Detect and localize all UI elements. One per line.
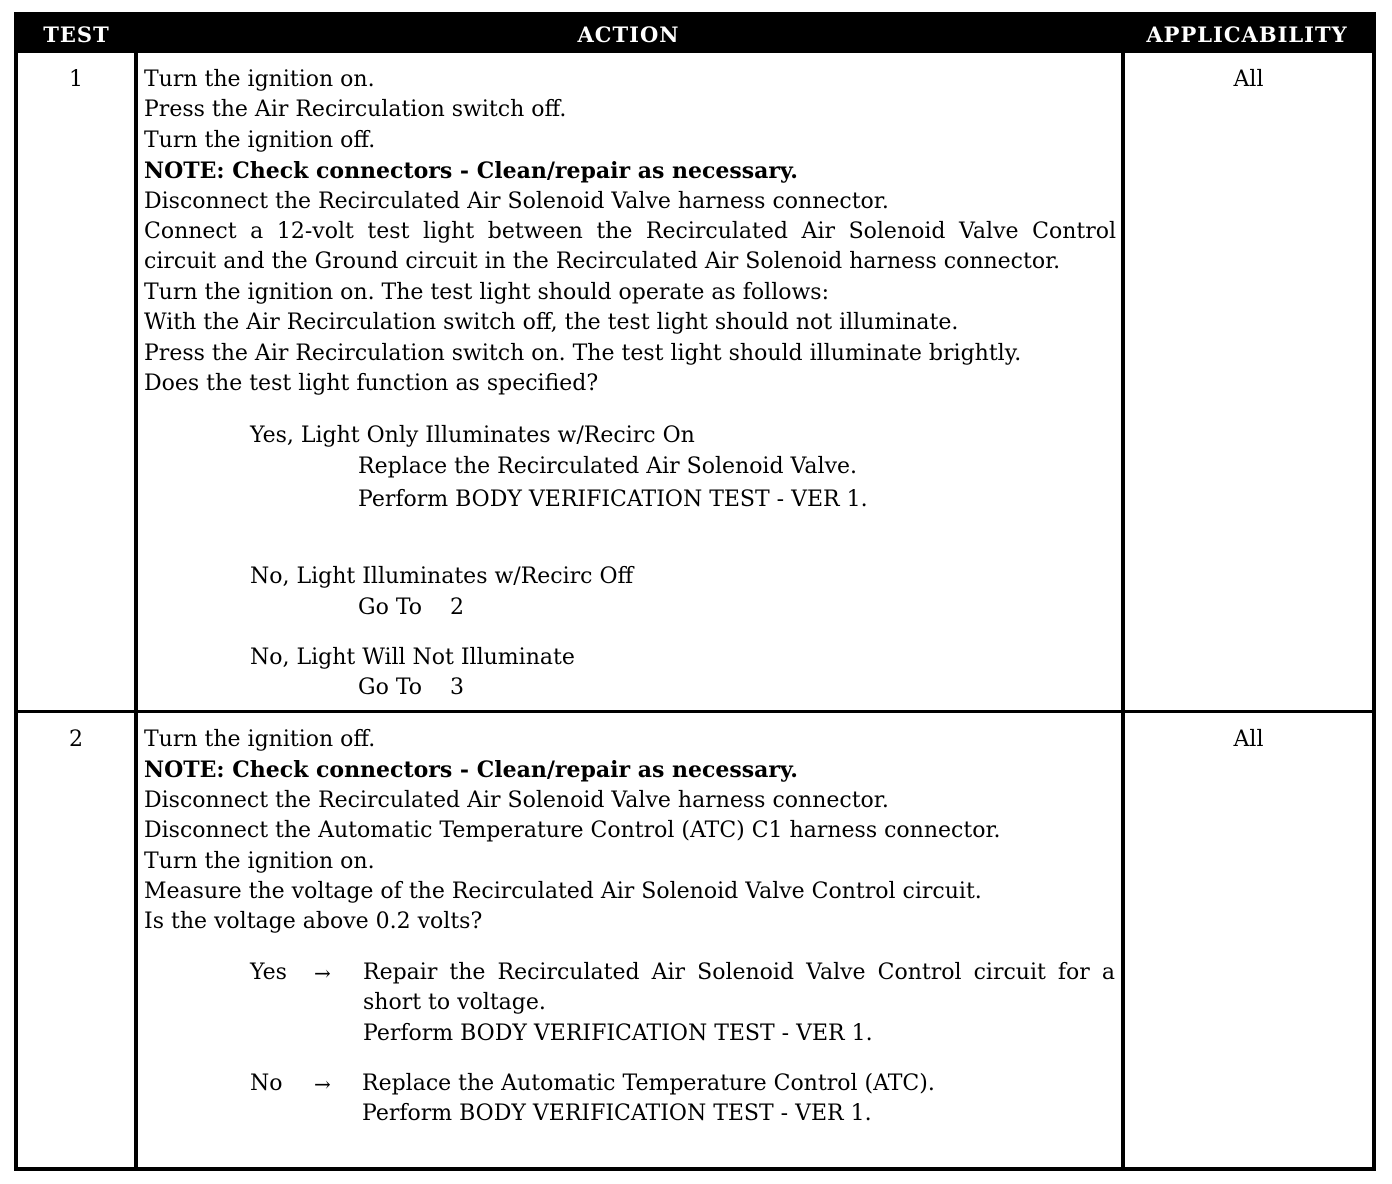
step-text: Is the voltage above 0.2 volts? bbox=[144, 909, 483, 935]
diagnostic-table bbox=[14, 12, 1376, 1171]
step-text: Disconnect the Recirculated Air Solenoid Valve harness connector. bbox=[144, 787, 889, 813]
answer-option: Yes bbox=[250, 960, 287, 985]
step-text: With the Air Recirculation switch off, the test light should not illuminate. bbox=[144, 310, 959, 336]
answer-option: No, Light Will Not Illuminate bbox=[250, 645, 575, 670]
note-text: NOTE: Check connectors - Clean/repair as necessary. bbox=[144, 158, 798, 185]
result-text: Perform BODY VERIFICATION TEST - VER 1. bbox=[358, 487, 868, 512]
result-line: Replace the Automatic Temperature Control (ATC). bbox=[362, 1071, 935, 1096]
step-text: Connect a 12-volt test light between the Recirculated Air Solenoid Valve Control bbox=[144, 219, 1116, 245]
row-divider bbox=[18, 710, 1372, 713]
step-text: Measure the voltage of the Recirculated Air Solenoid Valve Control circuit. bbox=[144, 879, 982, 905]
step-text: Press the Air Recirculation switch on. The test light should illuminate brightly. bbox=[144, 340, 1022, 366]
goto-target: 2 bbox=[450, 595, 464, 620]
step-text: Turn the ignition off. bbox=[144, 727, 376, 752]
step-text: Disconnect the Recirculated Air Solenoid Valve harness connector. bbox=[144, 188, 889, 214]
goto-label: Go To bbox=[358, 675, 423, 700]
result-line: Perform BODY VERIFICATION TEST - VER 1. bbox=[362, 1101, 872, 1127]
step-text: Turn the ignition off. bbox=[144, 127, 376, 153]
header-action: ACTION bbox=[577, 22, 680, 47]
step-text: Turn the ignition on. bbox=[144, 848, 375, 874]
result-text bbox=[363, 958, 1115, 1049]
test-number: 1 bbox=[69, 67, 83, 92]
action-steps bbox=[144, 725, 1116, 938]
result-text: Replace the Recirculated Air Solenoid Valve. bbox=[358, 454, 858, 479]
step-text: Press the Air Recirculation switch off. bbox=[144, 97, 567, 123]
step-text: Does the test light function as specified? bbox=[144, 371, 599, 397]
goto-label: Go To bbox=[358, 595, 423, 620]
answer-option: No bbox=[250, 1071, 283, 1096]
step-text: Turn the ignition on. The test light should operate as follows: bbox=[144, 279, 830, 305]
header-applicability: APPLICABILITY bbox=[1146, 22, 1348, 47]
result-line: Repair the Recirculated Air Solenoid Valve Control circuit for a bbox=[363, 960, 1115, 985]
step-text: Disconnect the Automatic Temperature Control (ATC) C1 harness connector. bbox=[144, 818, 1001, 844]
step-text: circuit and the Ground circuit in the Recirculated Air Solenoid harness connector. bbox=[144, 249, 1061, 275]
answer-option: Yes, Light Only Illuminates w/Recirc On bbox=[250, 423, 695, 448]
column-divider bbox=[134, 53, 138, 1167]
arrow-right-icon: → bbox=[314, 961, 331, 985]
action-steps bbox=[144, 65, 1116, 399]
table-header bbox=[18, 16, 1372, 53]
header-test: TEST bbox=[43, 22, 110, 47]
note-text: NOTE: Check connectors - Clean/repair as necessary. bbox=[144, 757, 798, 784]
step-text: Turn the ignition on. bbox=[144, 67, 375, 92]
goto-target: 3 bbox=[450, 675, 464, 700]
result-text bbox=[362, 1069, 935, 1130]
answer-option: No, Light Illuminates w/Recirc Off bbox=[250, 564, 634, 589]
result-line: Perform BODY VERIFICATION TEST - VER 1. bbox=[363, 1020, 873, 1046]
test-number: 2 bbox=[69, 727, 83, 752]
result-line: short to voltage. bbox=[363, 990, 546, 1016]
arrow-right-icon: → bbox=[314, 1072, 331, 1096]
applicability-value: All bbox=[1233, 67, 1264, 92]
column-divider bbox=[1121, 53, 1125, 1167]
applicability-value: All bbox=[1233, 727, 1264, 752]
